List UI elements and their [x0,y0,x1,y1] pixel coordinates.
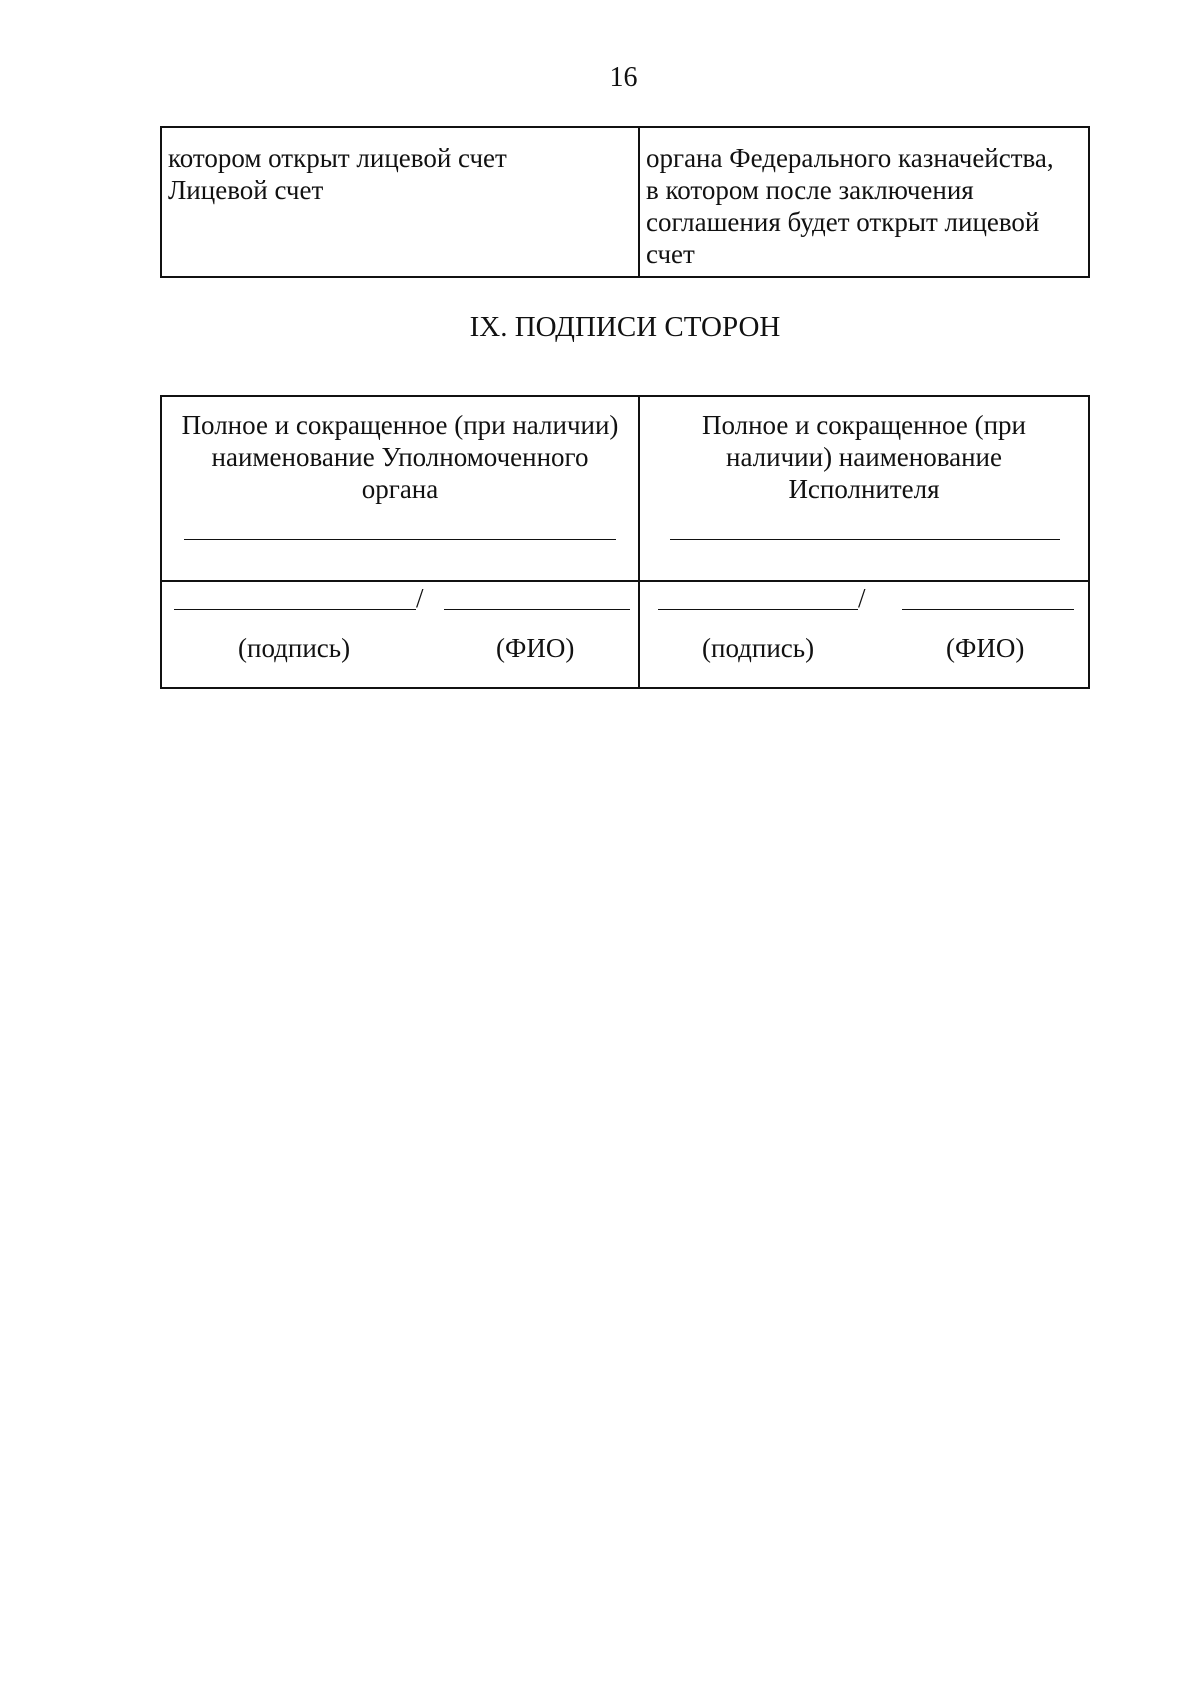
table-row [161,396,1089,581]
executor-name-cell [639,396,1089,581]
treasury-text-line: счет [646,239,695,269]
executor-name-line: Полное и сокращенное (при [701,410,1027,440]
executor-separator: / [858,583,866,613]
executor-name-line: Исполнителя [788,474,940,504]
account-text-line: котором открыт лицевой счет [168,143,507,173]
authority-signature-cell [161,581,639,688]
signatures-table [160,395,1090,689]
page-number: 16 [609,62,638,93]
authority-fio-blank-line [444,609,630,610]
executor-fio-caption: (ФИО) [946,633,1025,663]
executor-fio-blank-line [902,609,1074,610]
executor-signature-cell [639,581,1089,688]
authority-name-line: наименование Уполномоченного [211,442,589,472]
authority-name-line: Полное и сокращенное (при наличии) [181,410,619,440]
treasury-text-line: соглашения будет открыт лицевой [646,207,1040,237]
account-text-line: Лицевой счет [168,175,324,205]
executor-name-blank-line [670,539,1060,540]
account-table [160,126,1090,278]
authority-fio-caption: (ФИО) [496,633,575,663]
account-cell-left [161,127,639,277]
authority-name-line: органа [361,474,439,504]
executor-name-line: наличии) наименование [726,442,1002,472]
authority-name-cell [161,396,639,581]
table-row [161,581,1089,688]
authority-name-blank-line [184,539,616,540]
executor-signature-caption: (подпись) [702,633,815,663]
account-cell-right [639,127,1089,277]
section-title: IX. ПОДПИСИ СТОРОН [469,311,781,343]
treasury-text-line: органа Федерального казначейства, [646,143,1054,173]
authority-separator: / [416,583,424,613]
authority-signature-caption: (подпись) [238,633,351,663]
executor-signature-blank-line [658,609,858,610]
authority-signature-blank-line [174,609,416,610]
treasury-text-line: в котором после заключения [646,175,974,205]
table-row [161,127,1089,277]
